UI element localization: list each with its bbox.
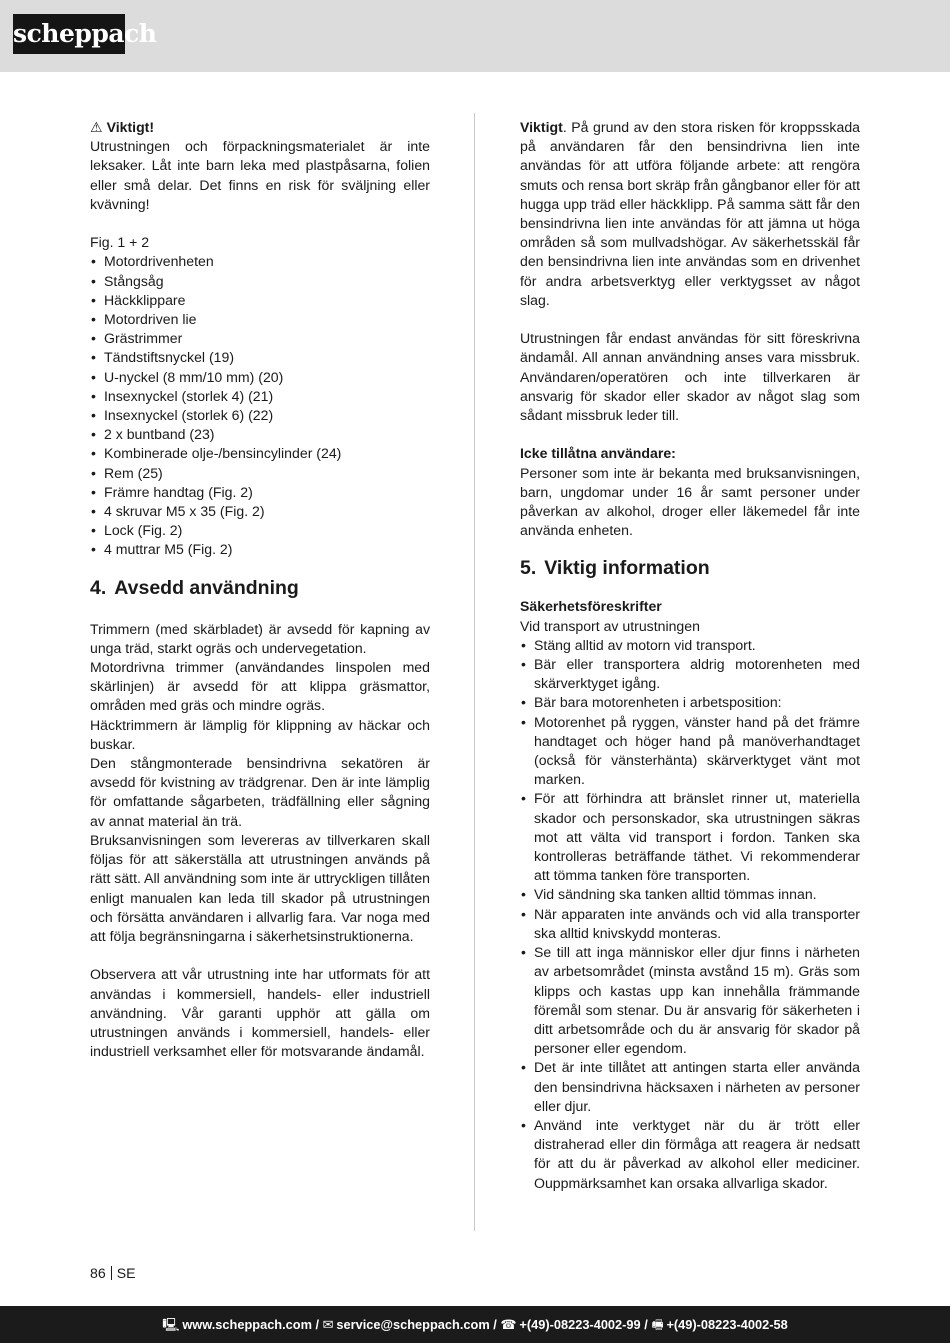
users-paragraph: Personer som inte är bekanta med bruksanvisningen, barn, ungdomar under 16 år samt personer under påverkan av alkohol, droger eller läkemedel får inte använda enheten. [520,464,860,539]
list-item: • Motordrivenheten [90,252,430,271]
list-item: • 4 muttrar M5 (Fig. 2) [90,540,430,559]
list-item: • U-nyckel (8 mm/10 mm) (20) [90,368,430,387]
transport-intro: Vid transport av utrustningen [520,617,700,634]
phone-icon: ☎ [500,1317,517,1332]
purpose-paragraph: Utrustningen får endast användas för sitt föreskrivna ändamål. All annan användning anses vara missbruk. Användaren/operatören och inte tillverkaren är ansvarig för skador eller skador av något slag som sådant missbruk leder till. [520,330,860,424]
viktigt-paragraph: Viktigt. På grund av den stora risken för kroppsskada på användaren får den bensindrivna lien inte användas för att utföra följande arbete: att rengöra smuts och rensa bort skräp från gångbanor eller för att hugga upp träd eller häckklipp. På samma sätt får den bensindrivna lien inte användas för att jämna ut höga områden så som mullvadshögar. Av säkerhetsskäl får den bensindrivna lien inte användas som en drivenhet för andra arbetsverktyg eller verktygsset av något slag. [520,119,860,308]
list-item: • Kombinerade olje-/bensincylinder (24) [90,444,430,463]
safety-list [520,636,860,1193]
list-item: • Lock (Fig. 2) [90,521,430,540]
warning-text: Utrustningen och förpackningsmaterialet är inte leksaker. Låt inte barn leka med plastpåsarna, folien eller små delar. Det finns en risk för sväljning eller kvävning! [90,138,430,212]
safety-heading: Säkerhetsföreskrifter [520,598,662,615]
s4-paragraph: Trimmern (med skärbladet) är avsedd för kapning av unga träd, starkt ogräs och undervegetation. [90,620,430,656]
list-item: • Rem (25) [90,464,430,483]
list-item: • Bär bara motorenheten i arbetsposition: [520,693,860,712]
email-link[interactable]: service@scheppach.com / [336,1317,497,1332]
list-item: • Insexnyckel (storlek 6) (22) [90,406,430,425]
list-item: • 4 skruvar M5 x 35 (Fig. 2) [90,502,430,521]
column-divider [474,113,475,1231]
list-item: • Motorenhet på ryggen, vänster hand på det främre handtaget och höger hand på manöverhandtaget (också för vänsterhänta) skärverktyget vänt mot marken. [520,713,860,790]
s4-paragraph: Motordrivna trimmer (användandes linspolen med skärlinjen) är avsedd för att klippa gräsmattor, områden med gräs och mindre ogräs. [90,659,430,714]
phone-number: +(49)-08223-4002-99 / [519,1317,648,1332]
fax-icon: 🖷 [651,1317,664,1332]
left-column [90,118,430,1061]
right-column [520,118,860,1193]
list-item: • Tändstiftsnyckel (19) [90,348,430,367]
computer-icon: 🖳 [162,1317,180,1332]
section-4-heading: 4. Avsedd användning [90,576,299,599]
s4-paragraph: Den stångmonterade bensindrivna sekatören är avsedd för kvistning av trädgrenar. Den är inte lämplig för omfattande sågarbeten, trädfällning eller sågning av annat material än trä. [90,755,430,829]
warning-icon: ⚠ [90,119,103,135]
list-item: • Bär eller transportera aldrig motorenheten med skärverktyget igång. [520,655,860,693]
users-heading: Icke tillåtna användare: [520,445,676,462]
list-item: • Se till att inga människor eller djur finns i närheten av arbetsområdet (minsta avstånd 15 m). Gräs som klipps och kastas upp kan innehålla främmande föremål som stenar. Du är ansvarig för säkerheten i ditt arbetsområde och du är ansvarig för skador på personer eller egendom. [520,943,860,1058]
page-header [0,0,950,72]
s4-paragraph: Bruksanvisningen som levereras av tillverkaren skall följas för att säkerställa att utrustningen används på rätt sätt. All användning som inte är uttryckligen tillåten enligt manualen kan leda till skador på utrustningen och försätta användaren i allvarlig fara. Var noga med att följa begränsningarna i säkerhetsinstruktionerna. [90,831,430,944]
list-item: • Insexnyckel (storlek 4) (21) [90,387,430,406]
fig-label: Fig. 1 + 2 [90,234,150,251]
list-item: • Det är inte tillåtet att antingen starta eller använda den bensindrivna häcksaxen i närheten av personer eller djur. [520,1058,860,1116]
list-item: • Motordriven lie [90,310,430,329]
list-item: • För att förhindra att bränslet rinner ut, materiella skador och personskador, ska utrustningen säkras mot att välta vid transport i fordon. Tanken ska kontrolleras beträffande täthet. Vi rekommenderar att tömma tanken före transporten. [520,789,860,885]
warning-heading: ⚠ Viktigt! [90,119,155,135]
footer-contact-bar [0,1306,950,1343]
list-item: • Grästrimmer [90,329,430,348]
list-item: • Vid sändning ska tanken alltid tömmas innan. [520,885,860,904]
list-item: • Stäng alltid av motorn vid transport. [520,636,860,655]
list-item: • Främre handtag (Fig. 2) [90,483,430,502]
page-number: 86 SE [90,1265,136,1281]
list-item: • Stångsåg [90,272,430,291]
website-link[interactable]: www.scheppach.com / [182,1317,320,1332]
email-icon: ✉ [322,1317,334,1332]
parts-list [90,252,430,559]
section-5-heading: 5. Viktig information [520,557,710,580]
list-item: • 2 x buntband (23) [90,425,430,444]
s4-paragraph: Häcktrimmern är lämplig för klippning av häckar och buskar. [90,716,430,752]
brand-logo: scheppach [13,14,125,54]
s4-note: Observera att vår utrustning inte har utformats för att användas i kommersiell, handels- eller industriell användning. Vår garanti upphör att gälla om utrustningen används i kommersiell, handels- eller industriell verksamhet eller för motsvarande ändamål. [90,966,430,1060]
list-item: • Häckklippare [90,291,430,310]
list-item: • Använd inte verktyget när du är trött eller distraherad eller din förmåga att reagera är nedsatt för att du är påverkad av alkohol eller mediciner. Ouppmärksamhet kan orsaka allvarliga skador. [520,1116,860,1193]
list-item: • När apparaten inte används och vid alla transporter ska alltid knivskydd monteras. [520,905,860,943]
fax-number: +(49)-08223-4002-58 [666,1317,788,1332]
